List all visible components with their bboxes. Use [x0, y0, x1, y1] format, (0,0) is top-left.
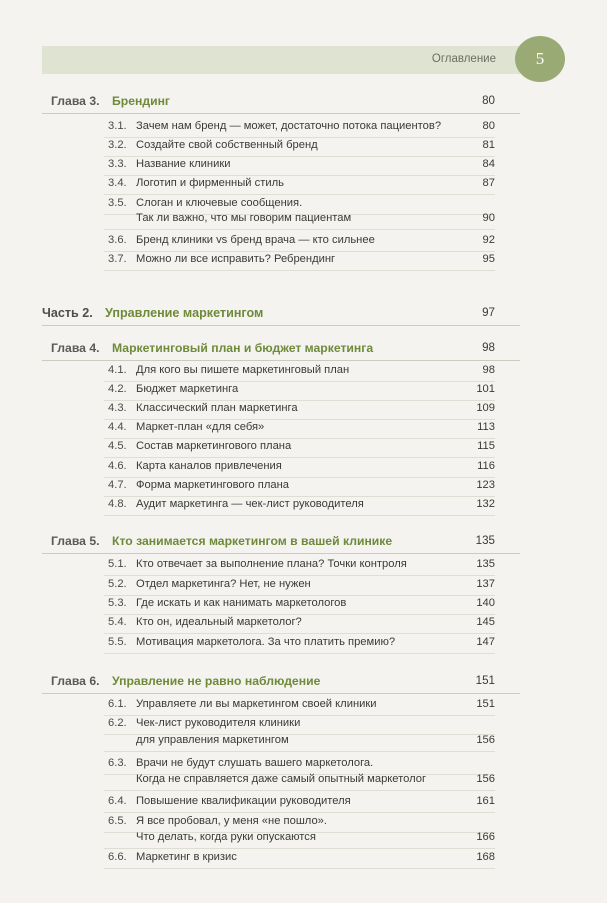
section-title: Можно ли все исправить? Ребрендинг — [136, 253, 336, 265]
page-number: 109 — [476, 402, 495, 414]
section-number: 3.6. — [108, 234, 127, 246]
running-header — [42, 46, 520, 74]
entry-divider — [104, 812, 495, 813]
chapter-label: Глава 3. — [51, 94, 100, 108]
section-title: Чек-лист руководителя клиники — [136, 717, 301, 729]
entry-divider — [104, 614, 495, 615]
section-title: Классический план маркетинга — [136, 402, 298, 414]
section-title: Зачем нам бренд — может, достаточно потока пациентов? — [136, 120, 442, 132]
chapter-divider — [42, 360, 520, 361]
section-title: Аудит маркетинга — чек-лист руководителя — [136, 498, 364, 510]
toc-entry — [0, 636, 607, 654]
page-number: 123 — [476, 479, 495, 491]
toc-entry — [0, 421, 607, 439]
toc-entry — [0, 364, 607, 382]
toc-entry — [0, 698, 607, 716]
entry-divider — [104, 457, 495, 458]
section-number: 6.5. — [108, 815, 127, 827]
entry-divider — [104, 381, 495, 382]
section-number: 6.2. — [108, 717, 127, 729]
section-title: Маркетинг в кризис — [136, 851, 237, 863]
toc-entry — [0, 773, 607, 791]
chapter-title: Управление не равно наблюдение — [112, 674, 321, 688]
page-number: 135 — [476, 558, 495, 570]
toc-entry — [0, 734, 607, 752]
toc-entry — [0, 578, 607, 596]
section-title: Кто отвечает за выполнение плана? Точки контроля — [136, 558, 407, 570]
chapter-title: Маркетинговый план и бюджет маркетинга — [112, 341, 374, 355]
chapter-row — [0, 674, 607, 692]
section-number: 3.7. — [108, 253, 127, 265]
section-number: 3.5. — [108, 197, 127, 209]
page-number: 98 — [482, 364, 495, 376]
entry-divider — [104, 137, 495, 138]
part-row — [0, 306, 607, 324]
entry-divider — [104, 194, 495, 195]
entry-divider — [104, 496, 495, 497]
section-number: 6.4. — [108, 795, 127, 807]
page-number: 137 — [476, 578, 495, 590]
chapter-divider — [42, 553, 520, 554]
section-number: 4.8. — [108, 498, 127, 510]
page-number: 156 — [476, 773, 495, 785]
chapter-divider — [42, 693, 520, 694]
entry-divider — [104, 175, 495, 176]
page-number: 81 — [482, 139, 495, 151]
entry-divider — [104, 156, 495, 157]
entry-divider — [104, 251, 495, 252]
section-title: Кто он, идеальный маркетолог? — [136, 616, 302, 628]
section-title: для управления маркетингом — [136, 734, 289, 746]
toc-entry — [0, 831, 607, 849]
section-title: Бренд клиники vs бренд врача — кто сильнее — [136, 234, 375, 246]
toc-entry — [0, 139, 607, 157]
page-number: 145 — [476, 616, 495, 628]
page-number: 92 — [482, 234, 495, 246]
section-number: 3.1. — [108, 120, 127, 132]
page-number: 101 — [476, 383, 495, 395]
section-number: 3.2. — [108, 139, 127, 151]
toc-entry — [0, 460, 607, 478]
section-number: 5.2. — [108, 578, 127, 590]
toc-entry — [0, 717, 607, 735]
entry-divider — [104, 419, 495, 420]
chapter-label: Глава 4. — [51, 341, 100, 355]
toc-entry — [0, 234, 607, 252]
entry-divider — [104, 633, 495, 634]
page-number: 80 — [482, 120, 495, 132]
page-number: 147 — [476, 636, 495, 648]
page-number: 166 — [476, 831, 495, 843]
section-number: 5.1. — [108, 558, 127, 570]
toc-entry — [0, 440, 607, 458]
page-number: 97 — [482, 306, 495, 319]
entry-divider — [104, 790, 495, 791]
page-number: 116 — [477, 460, 495, 472]
toc-entry — [0, 383, 607, 401]
section-title: Создайте свой собственный бренд — [136, 139, 318, 151]
chapter-label: Глава 6. — [51, 674, 100, 688]
section-title: Маркет-план «для себя» — [136, 421, 265, 433]
toc-entry — [0, 253, 607, 271]
section-number: 4.2. — [108, 383, 127, 395]
toc-entry — [0, 479, 607, 497]
entry-divider — [104, 229, 495, 230]
page-number: 95 — [482, 253, 495, 265]
chapter-title: Кто занимается маркетингом в вашей клинике — [112, 534, 393, 548]
toc-entry — [0, 212, 607, 230]
section-title: Врачи не будут слушать вашего маркетолога. — [136, 757, 374, 769]
section-title: Повышение квалификации руководителя — [136, 795, 351, 807]
entry-divider — [104, 515, 495, 516]
section-number: 5.4. — [108, 616, 127, 628]
section-number: 5.3. — [108, 597, 127, 609]
chapter-row — [0, 94, 607, 112]
page-number: 161 — [476, 795, 495, 807]
section-title: Мотивация маркетолога. За что платить премию? — [136, 636, 396, 648]
page-number: 84 — [482, 158, 495, 170]
entry-divider — [104, 477, 495, 478]
section-title: Где искать и как нанимать маркетологов — [136, 597, 347, 609]
entry-divider — [104, 575, 495, 576]
entry-divider — [104, 438, 495, 439]
section-number: 4.1. — [108, 364, 127, 376]
page-number: 156 — [476, 734, 495, 746]
toc-entry — [0, 616, 607, 634]
chapter-divider — [42, 113, 520, 114]
section-number: 4.6. — [108, 460, 127, 472]
page-number: 151 — [476, 698, 495, 710]
toc-entry — [0, 402, 607, 420]
section-title: Название клиники — [136, 158, 231, 170]
chapter-label: Глава 5. — [51, 534, 100, 548]
section-title: Бюджет маркетинга — [136, 383, 239, 395]
entry-divider — [104, 270, 495, 271]
chapter-row — [0, 534, 607, 552]
toc-entry — [0, 177, 607, 195]
page-number: 113 — [477, 421, 495, 433]
page-number: 168 — [476, 851, 495, 863]
page-number: 135 — [475, 534, 495, 547]
section-number: 4.4. — [108, 421, 127, 433]
toc-entry — [0, 158, 607, 176]
part-title: Управление маркетингом — [105, 306, 264, 320]
part-divider — [42, 325, 520, 326]
entry-divider — [104, 400, 495, 401]
toc-entry — [0, 795, 607, 813]
section-number: 3.3. — [108, 158, 127, 170]
section-number: 4.5. — [108, 440, 127, 452]
entry-divider — [104, 595, 495, 596]
page-number: 80 — [482, 94, 495, 107]
section-title: Слоган и ключевые сообщения. — [136, 197, 303, 209]
section-title: Для кого вы пишете маркетинговый план — [136, 364, 350, 376]
section-number: 4.7. — [108, 479, 127, 491]
section-title: Так ли важно, что мы говорим пациентам — [136, 212, 352, 224]
entry-divider — [104, 868, 495, 869]
section-number: 4.3. — [108, 402, 127, 414]
chapter-row — [0, 341, 607, 359]
toc-entry — [0, 498, 607, 516]
section-title: Форма маркетингового плана — [136, 479, 289, 491]
entry-divider — [104, 751, 495, 752]
entry-divider — [104, 848, 495, 849]
section-title: Управляете ли вы маркетингом своей клиники — [136, 698, 377, 710]
entry-divider — [104, 715, 495, 716]
page-number: 140 — [476, 597, 495, 609]
section-number: 5.5. — [108, 636, 127, 648]
page-number: 98 — [482, 341, 495, 354]
section-title: Отдел маркетинга? Нет, не нужен — [136, 578, 311, 590]
section-title: Карта каналов привлечения — [136, 460, 282, 472]
toc-entry — [0, 597, 607, 615]
running-header-title: Оглавление — [431, 53, 496, 65]
page-number: 90 — [482, 212, 495, 224]
chapter-title: Брендинг — [112, 94, 171, 108]
section-title: Логотип и фирменный стиль — [136, 177, 284, 189]
section-number: 6.1. — [108, 698, 127, 710]
section-number: 6.3. — [108, 757, 127, 769]
section-title: Я все пробовал, у меня «не пошло». — [136, 815, 327, 827]
page-number: 87 — [482, 177, 495, 189]
page-number: 151 — [475, 674, 495, 687]
section-title: Что делать, когда руки опускаются — [136, 831, 316, 843]
page-number: 132 — [476, 498, 495, 510]
page-number-badge: 5 — [515, 36, 565, 82]
section-title: Состав маркетингового плана — [136, 440, 292, 452]
entry-divider — [104, 653, 495, 654]
section-title: Когда не справляется даже самый опытный маркетолог — [136, 773, 427, 785]
toc-entry — [0, 851, 607, 869]
toc-entry — [0, 558, 607, 576]
section-number: 6.6. — [108, 851, 127, 863]
page-number: 115 — [477, 440, 495, 452]
part-label: Часть 2. — [42, 306, 93, 320]
section-number: 3.4. — [108, 177, 127, 189]
toc-entry — [0, 120, 607, 138]
